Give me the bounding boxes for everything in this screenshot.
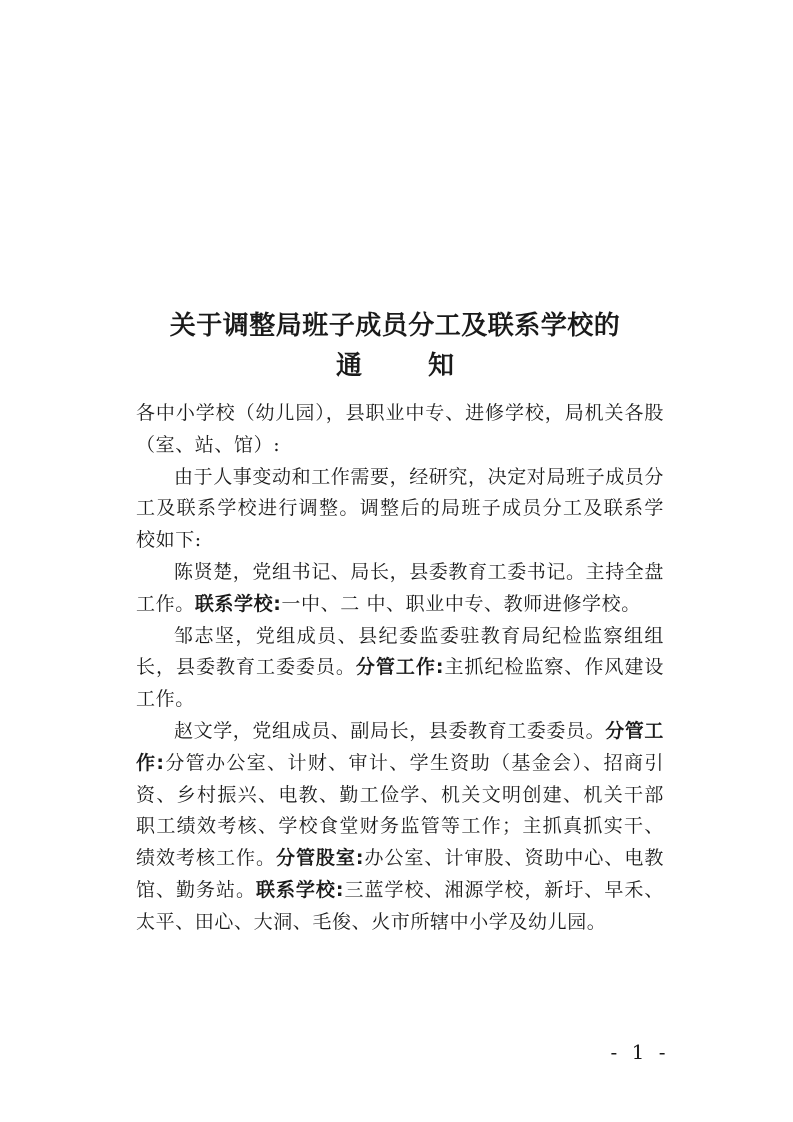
member-paragraph-zhao — [136, 716, 664, 939]
salutation: 各中小学校（幼儿园），县职业中专、进修学校，局机关各股（室、站、馆）: — [136, 402, 664, 456]
contact-schools-label: 联系学校: — [194, 592, 282, 615]
duties-label: 分管工作: — [136, 719, 665, 774]
duties-text: 分管办公室、计财、审计、学生资助（基金会）、招商引资、乡村振兴、电教、勤工俭学、机关文明创建、机关干部职工绩效考核、学校食堂财务监管等工作；主抓真抓实干、绩效考核工作。 — [136, 751, 664, 870]
document-title-line-2 — [120, 346, 670, 386]
document-body — [136, 398, 664, 939]
member-intro: 陈贤楚，党组书记、局长，县委教育工委书记。主持全盘工作。 — [136, 560, 665, 615]
member-paragraph-zou — [136, 621, 664, 716]
departments-label: 分管股室: — [275, 847, 365, 870]
document-title-line-1: 关于调整局班子成员分工及联系学校的 — [169, 311, 621, 341]
duties-text: 主抓纪检监察、作风建设工作。 — [136, 656, 664, 711]
duties-label: 分管工作: — [355, 656, 445, 679]
intro-paragraph: 由于人事变动和工作需要，经研究，决定对局班子成员分工及联系学校进行调整。调整后的局班子成员分工及联系学校如下: — [136, 465, 665, 552]
title-char-1: 通 — [335, 351, 362, 381]
departments-text: 办公室、计审股、资助中心、电教馆、勤务站。 — [136, 847, 664, 901]
contact-schools-text: 一中、二 中、职业中专、教师进修学校。 — [281, 592, 641, 615]
title-char-2: 知 — [428, 351, 455, 381]
member-paragraph-chen — [136, 557, 664, 621]
contact-schools-text: 三蓝学校、湘源学校，新圩、早禾、太平、田心、大洞、毛俊、火市所辖中小学及幼儿园。 — [136, 878, 664, 933]
member-intro: 邹志坚，党组成员、县纪委监委驻教育局纪检监察组组长，县委教育工委委员。 — [136, 624, 664, 679]
contact-schools-label: 联系学校: — [255, 878, 345, 901]
page-number: - 1 - — [610, 1040, 670, 1064]
member-intro: 赵文学，党组成员、副局长，县委教育工委委员。 — [174, 719, 606, 742]
